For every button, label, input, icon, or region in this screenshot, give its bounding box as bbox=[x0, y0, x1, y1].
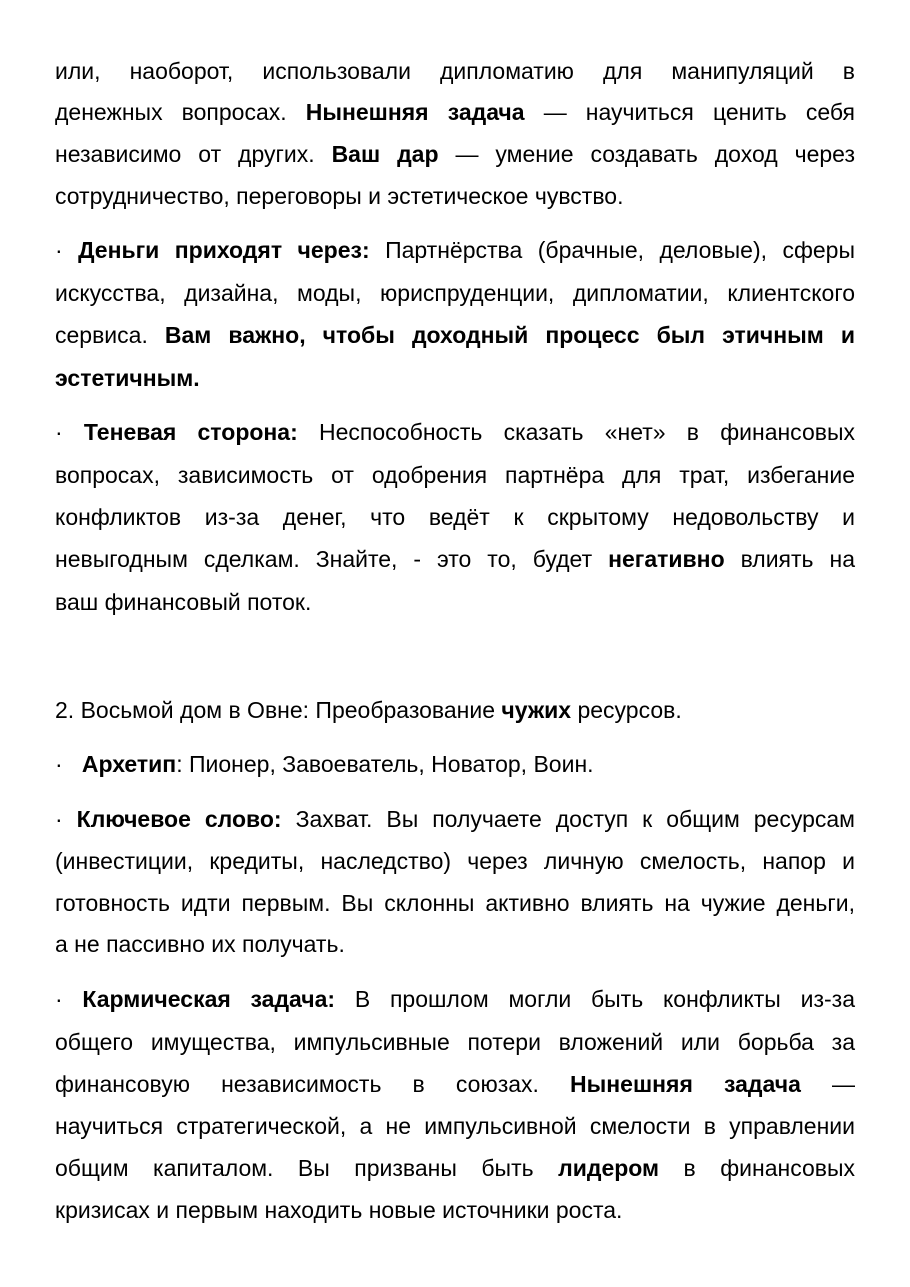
text: кризисах и первым находить новые источники роста. bbox=[55, 1197, 623, 1223]
text: денежных вопросах. bbox=[55, 99, 306, 125]
bold-text: Нынешняя задача bbox=[305, 99, 525, 125]
text: — bbox=[800, 1071, 855, 1097]
text: Захват. Вы получаете доступ к общим ресурсам bbox=[281, 806, 855, 832]
bold-text: Кармическая задача: bbox=[82, 986, 336, 1012]
text-line bbox=[55, 140, 855, 168]
text-line bbox=[55, 985, 855, 1013]
text-line bbox=[55, 321, 855, 349]
text: — умение создавать доход через bbox=[438, 141, 855, 167]
text-line bbox=[55, 847, 855, 875]
text: ресурсов. bbox=[571, 697, 682, 723]
text: независимо от других. bbox=[55, 141, 332, 167]
text-line bbox=[55, 1154, 855, 1182]
text-line bbox=[55, 98, 855, 126]
text-line bbox=[55, 1196, 855, 1224]
text-line bbox=[55, 236, 855, 264]
text-line bbox=[55, 364, 855, 392]
bold-text: Теневая сторона: bbox=[83, 419, 298, 445]
text-line bbox=[55, 279, 855, 307]
bold-text: Ваш дар bbox=[331, 141, 439, 167]
bold-text: Архетип bbox=[81, 751, 177, 777]
bold-text: негативно bbox=[608, 546, 725, 572]
text-line bbox=[55, 418, 855, 446]
text: в финансовых bbox=[659, 1155, 855, 1181]
text: — научиться ценить себя bbox=[524, 99, 855, 125]
text: общим капиталом. Вы призваны быть bbox=[55, 1155, 559, 1181]
text: сотрудничество, переговоры и эстетическое чувство. bbox=[55, 183, 624, 209]
bold-text: Вам важно, чтобы доходный процесс был этичным и bbox=[164, 322, 855, 348]
text-line bbox=[55, 930, 855, 958]
text-line bbox=[55, 545, 855, 573]
text: 2. Восьмой дом в Овне: Преобразование bbox=[55, 697, 502, 723]
text: или, наоборот, использовали дипломатию для манипуляций в bbox=[55, 58, 855, 84]
text: конфликтов из-за денег, что ведёт к скрытому недовольству и bbox=[55, 504, 855, 530]
bullet: · bbox=[55, 237, 79, 263]
text: общего имущества, импульсивные потери вложений или борьба за bbox=[55, 1029, 855, 1055]
text: сервиса. bbox=[55, 322, 165, 348]
text-line bbox=[55, 461, 855, 489]
text-line bbox=[55, 1112, 855, 1140]
text-line bbox=[55, 182, 855, 210]
bold-text: чужих bbox=[501, 697, 572, 723]
text: : Пионер, Завоеватель, Новатор, Воин. bbox=[176, 751, 594, 777]
text-line bbox=[55, 503, 855, 531]
text: (инвестиции, кредиты, наследство) через личную смелость, напор и bbox=[55, 848, 855, 874]
section-heading bbox=[55, 696, 855, 724]
text: невыгодным сделкам. Знайте, - это то, будет bbox=[55, 546, 609, 572]
text: В прошлом могли быть конфликты из-за bbox=[335, 986, 855, 1012]
paragraph-archetype bbox=[55, 750, 855, 778]
text: научиться стратегической, а не импульсивной смелости в управлении bbox=[55, 1113, 855, 1139]
text-line bbox=[55, 805, 855, 833]
text: вопросах, зависимость от одобрения партнёра для трат, избегание bbox=[55, 462, 855, 488]
bold-text: Ключевое слово: bbox=[76, 806, 282, 832]
text: Партнёрства (брачные, деловые), сферы bbox=[369, 237, 855, 263]
text-line bbox=[55, 1070, 855, 1098]
bold-text: Нынешняя задача bbox=[570, 1071, 801, 1097]
text: влиять на bbox=[724, 546, 855, 572]
text: ваш финансовый поток. bbox=[55, 589, 312, 615]
bullet: · bbox=[55, 751, 82, 777]
bullet: · bbox=[55, 419, 84, 445]
text-line bbox=[55, 889, 855, 917]
bold-text: лидером bbox=[558, 1155, 660, 1181]
text: искусства, дизайна, моды, юриспруденции, дипломатии, клиентского bbox=[55, 280, 855, 306]
bullet: · bbox=[55, 806, 77, 832]
text: финансовую независимость в союзах. bbox=[55, 1071, 571, 1097]
bold-text: эстетичным. bbox=[55, 365, 200, 391]
text-line bbox=[55, 57, 855, 85]
bullet: · bbox=[55, 986, 83, 1012]
bold-text: Деньги приходят через: bbox=[78, 237, 370, 263]
text: готовность идти первым. Вы склонны активно влиять на чужие деньги, bbox=[55, 890, 855, 916]
text-line bbox=[55, 588, 855, 616]
text: Неспособность сказать «нет» в финансовых bbox=[297, 419, 855, 445]
text-line bbox=[55, 1028, 855, 1056]
text: а не пассивно их получать. bbox=[55, 931, 345, 957]
